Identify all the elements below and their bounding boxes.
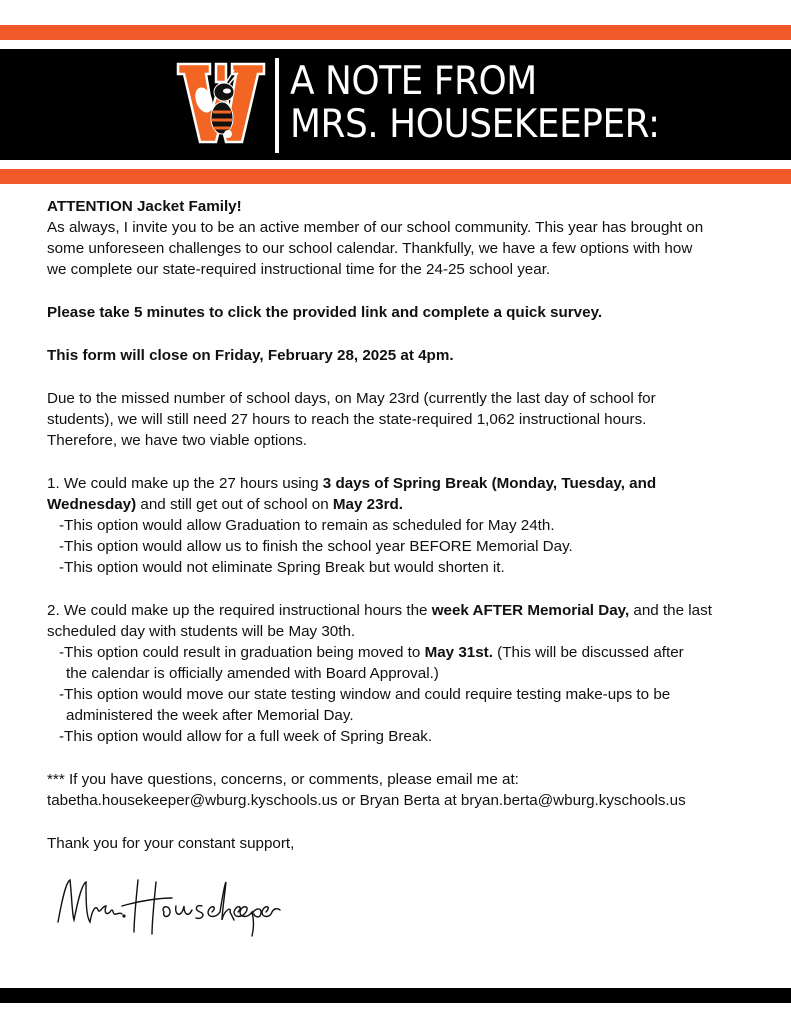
intro-line: As always, I invite you to be an active member of our school community. This year has brought on bbox=[47, 219, 704, 236]
option-2-bullet-cont: administered the week after Memorial Day. bbox=[66, 707, 354, 724]
option-2-text: scheduled day with students will be May 30th. bbox=[47, 623, 356, 640]
intro-line: some unforeseen challenges to our school calendar. Thankfully, we have a few options with how bbox=[47, 240, 693, 257]
letter-body bbox=[47, 196, 767, 854]
option-1 bbox=[47, 473, 767, 578]
option-2-bullet: -This option could result in graduation being moved to bbox=[59, 644, 425, 661]
contact-line: *** If you have questions, concerns, or comments, please email me at: bbox=[47, 771, 519, 788]
lower-orange-stripe bbox=[0, 169, 791, 184]
option-2-bold: May 31st. bbox=[424, 644, 493, 661]
option-2-bold: week AFTER Memorial Day, bbox=[431, 602, 630, 619]
option-1-bullet: -This option would allow Graduation to remain as scheduled for May 24th. bbox=[59, 517, 555, 534]
context-line: students), we will still need 27 hours to reach the state-required 1,062 instructional hours. bbox=[47, 411, 647, 428]
option-1-text: 1. We could make up the 27 hours using bbox=[47, 475, 323, 492]
deadline-notice: This form will close on Friday, February 28, 2025 at 4pm. bbox=[47, 347, 454, 364]
page-title bbox=[290, 60, 660, 146]
greeting: ATTENTION Jacket Family! bbox=[47, 198, 242, 215]
option-1-bold: 3 days of Spring Break (Monday, Tuesday, and bbox=[322, 475, 657, 492]
option-1-text: and still get out of school on bbox=[136, 496, 333, 513]
option-2-bullet-cont: the calendar is officially amended with Board Approval.) bbox=[66, 665, 439, 682]
closing-line: Thank you for your constant support, bbox=[47, 835, 295, 852]
yellow-jacket-w-logo-icon bbox=[176, 60, 266, 146]
signature-image bbox=[52, 870, 282, 940]
email-link-housekeeper[interactable]: tabetha.housekeeper@wburg.kyschools.us bbox=[47, 792, 338, 809]
option-1-bullet: -This option would allow us to finish the school year BEFORE Memorial Day. bbox=[59, 538, 573, 555]
option-2-text: 2. We could make up the required instructional hours the bbox=[47, 602, 432, 619]
email-link-berta[interactable]: bryan.berta@wburg.kyschools.us bbox=[460, 792, 686, 809]
intro-line: we complete our state-required instructional time for the 24-25 school year. bbox=[47, 261, 551, 278]
survey-request: Please take 5 minutes to click the provided link and complete a quick survey. bbox=[47, 304, 603, 321]
title-line-2: MRS. HOUSEKEEPER: bbox=[290, 102, 660, 147]
option-1-bold: Wednesday) bbox=[47, 496, 137, 513]
option-2-bullet: -This option would allow for a full week of Spring Break. bbox=[59, 728, 433, 745]
context-line: Due to the missed number of school days, on May 23rd (currently the last day of school for bbox=[47, 390, 656, 407]
option-2 bbox=[47, 600, 767, 747]
option-2-bullet: -This option would move our state testing window and could require testing make-ups to be bbox=[59, 686, 671, 703]
option-1-bold: May 23rd. bbox=[332, 496, 403, 513]
option-2-text: and the last bbox=[629, 602, 712, 619]
footer-black-stripe bbox=[0, 988, 791, 1003]
option-1-bullet: -This option would not eliminate Spring Break but would shorten it. bbox=[59, 559, 505, 576]
option-2-bullet: (This will be discussed after bbox=[492, 644, 684, 661]
contact-text: or Bryan Berta at bbox=[337, 792, 461, 809]
top-orange-stripe bbox=[0, 25, 791, 40]
context-line: Therefore, we have two viable options. bbox=[47, 432, 308, 449]
title-line-1: A NOTE FROM bbox=[290, 59, 537, 104]
header-divider bbox=[275, 58, 279, 153]
